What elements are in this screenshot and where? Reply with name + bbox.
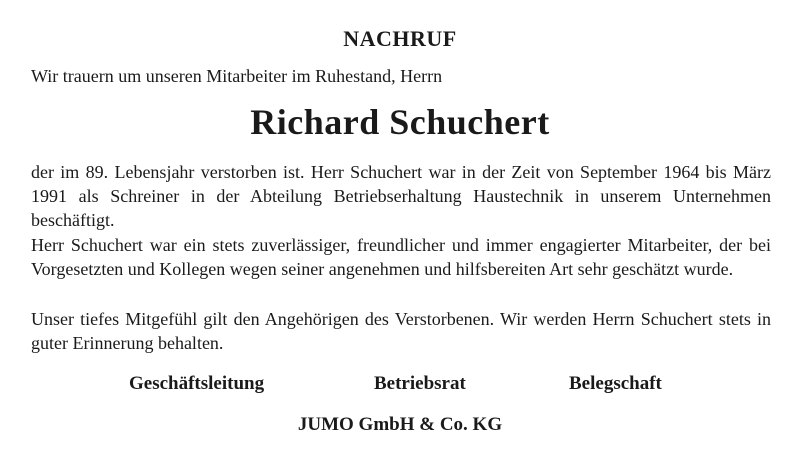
notice-heading: NACHRUF <box>343 26 457 51</box>
paragraph-character: Herr Schuchert war ein stets zuverlässiger, freundlicher und immer engagierter Mitarbeiter, der bei Vorgesetzten und Kollegen wegen seiner angenehmen und hilfsbereiten Art sehr geschätzt wurde. <box>31 235 771 279</box>
signatory-staff: Belegschaft <box>569 373 662 394</box>
intro-line: Wir trauern um unseren Mitarbeiter im Ruhestand, Herrn <box>31 66 443 86</box>
signatory-works-council: Betriebsrat <box>374 373 466 394</box>
paragraph-condolence: Unser tiefes Mitgefühl gilt den Angehörigen des Verstorbenen. Wir werden Herrn Schuchert stets in guter Erinnerung behalten. <box>31 309 771 353</box>
deceased-name: Richard Schuchert <box>250 102 550 142</box>
company-name: JUMO GmbH & Co. KG <box>297 414 503 435</box>
signatory-management: Geschäftsleitung <box>129 373 265 394</box>
paragraph-career: der im 89. Lebensjahr verstorben ist. Herr Schuchert war in der Zeit von September 1964 bis März 1991 als Schreiner in der Abteilung Betriebserhaltung Haustechnik in unserem Unternehmen beschäftigt. <box>31 162 771 230</box>
